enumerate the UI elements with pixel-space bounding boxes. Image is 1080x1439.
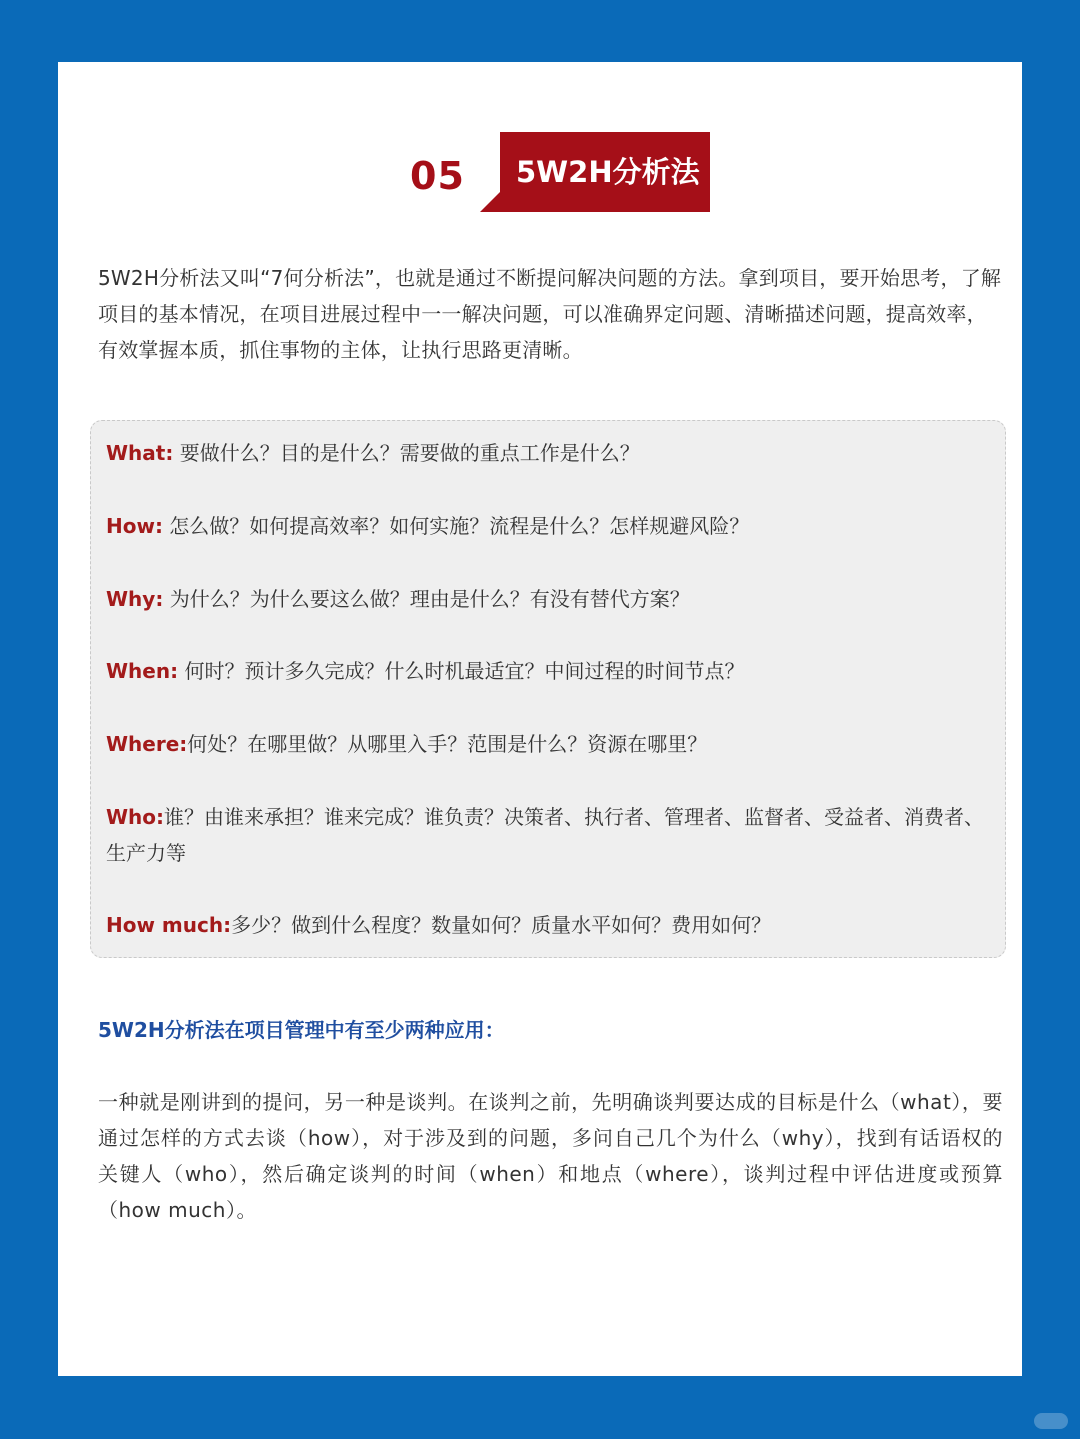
qa-key: Why: [106,587,164,611]
qa-text: 要做什么？目的是什么？需要做的重点工作是什么？ [173,441,640,465]
qa-item-who [106,799,996,871]
qa-key: Who: [106,805,165,829]
qa-key: When: [106,659,179,683]
qa-text: 多少？做到什么程度？数量如何？质量水平如何？费用如何？ [231,913,772,937]
qa-item-what [106,435,996,471]
qa-box [90,420,1006,958]
qa-key: How: [106,514,163,538]
qa-item-where [106,726,996,762]
qa-item-why [106,581,996,617]
intro-paragraph: 5W2H分析法又叫“7何分析法”，也就是通过不断提问解决问题的方法。拿到项目，要开始思考，了解项目的基本情况，在项目进展过程中一一解决问题，可以准确界定问题、清晰描述问题，提高效率，有效掌握本质，抓住事物的主体，让执行思路更清晰。 [98,266,1002,362]
section-title [58,132,1022,212]
qa-key: How much: [106,913,232,937]
watermark-badge [1034,1413,1068,1429]
title-banner [480,132,710,212]
section-heading: 5W2H分析法在项目管理中有至少两种应用： [98,1018,505,1042]
qa-item-when [106,653,996,689]
qa-text: 为什么？为什么要这么做？理由是什么？有没有替代方案？ [163,587,690,611]
qa-key: Where: [106,732,188,756]
closing-paragraph: 一种就是刚讲到的提问，另一种是谈判。在谈判之前，先明确谈判要达成的目标是什么（what），要通过怎样的方式去谈（how），对于涉及到的问题，多问自己几个为什么（why），找到有话语权的关键人（who），然后确定谈判的时间（when）和地点（where），谈判过程中评估进度或预算（how much）。 [98,1090,1003,1222]
qa-text: 何时？预计多久完成？什么时机最适宜？中间过程的时间节点？ [178,659,745,683]
qa-item-how-much [106,907,996,943]
page-card [58,62,1022,1376]
qa-text: 何处？在哪里做？从哪里入手？范围是什么？资源在哪里？ [187,732,708,756]
qa-item-how [106,508,996,544]
section-title-text: 5W2H分析法 [516,155,700,189]
section-number: 05 [410,154,465,198]
qa-text: 谁？由谁来承担？谁来完成？谁负责？决策者、执行者、管理者、监督者、受益者、消费者、生产力等 [106,805,985,865]
qa-text: 怎么做？如何提高效率？如何实施？流程是什么？怎样规避风险？ [162,514,750,538]
qa-key: What: [106,441,174,465]
